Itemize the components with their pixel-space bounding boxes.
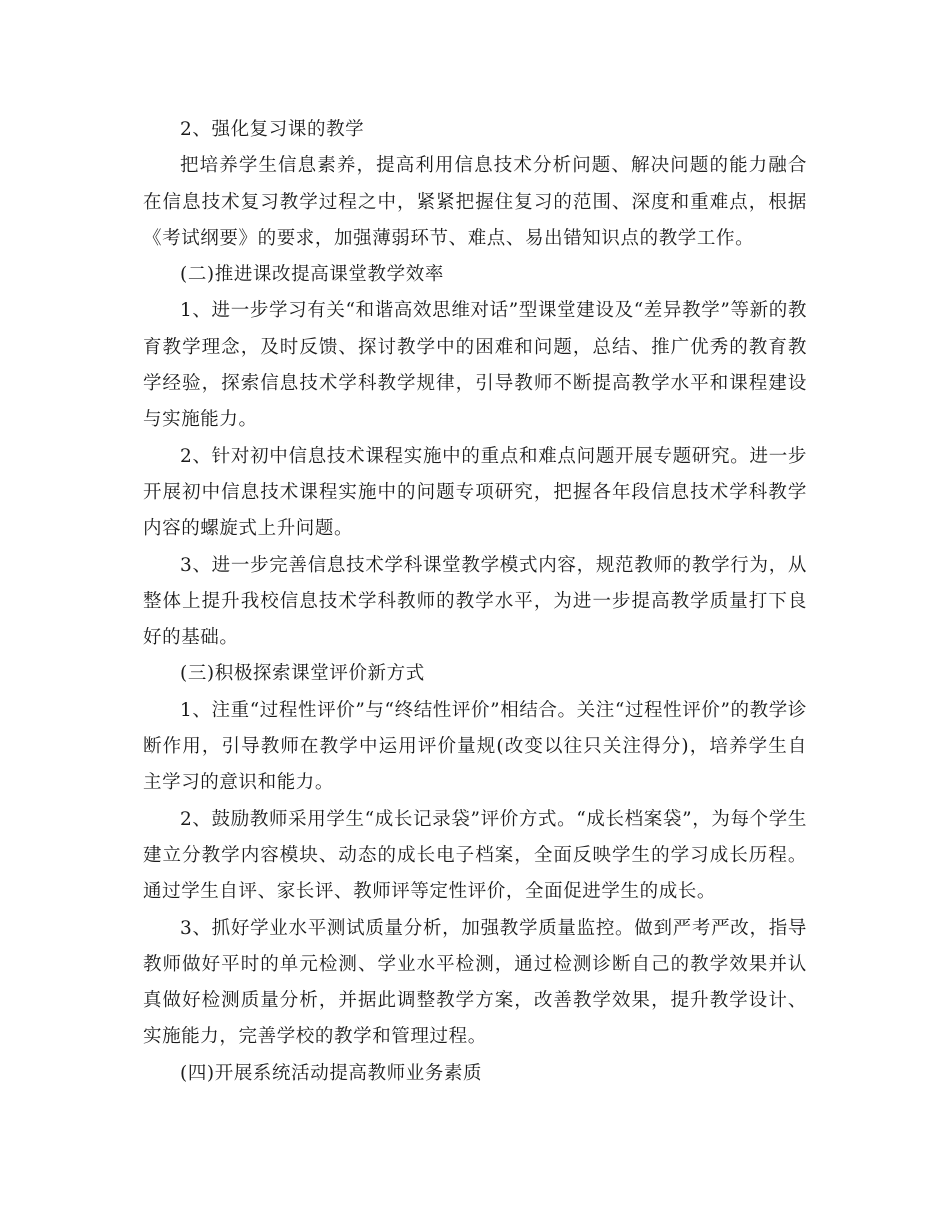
paragraph-evaluation-item-3: 3、抓好学业水平测试质量分析，加强教学质量监控。做到严考严改，指导教师做好平时的单元检测、学业水平检测，通过检测诊断自己的教学效果并认真做好检测质量分析，并据此调整教学方案，改善教学效果，提升教学设计、实施能力，完善学校的教学和管理过程。 [143, 917, 807, 1048]
paragraph-evaluation-item-1: 1、注重“过程性评价”与“终结性评价”相结合。关注“过程性评价”的教学诊断作用，引导教师在教学中运用评价量规(改变以往只关注得分)，培养学生自主学习的意识和能力。 [143, 699, 807, 794]
paragraph-reform-item-3: 3、进一步完善信息技术学科课堂教学模式内容，规范教师的教学行为，从整体上提升我校信息技术学科教师的教学水平，为进一步提高教学质量打下良好的基础。 [143, 554, 807, 649]
section-heading-review-class: 2、强化复习课的教学 [180, 119, 365, 140]
section-heading-evaluation: (三)积极探索课堂评价新方式 [180, 663, 425, 685]
section-heading-teacher-quality: (四)开展系统活动提高教师业务素质 [180, 1062, 483, 1084]
section-heading-curriculum-reform: (二)推进课改提高课堂教学效率 [180, 264, 444, 286]
paragraph-review-teaching: 把培养学生信息素养，提高利用信息技术分析问题、解决问题的能力融合在信息技术复习教学过程之中，紧紧把握住复习的范围、深度和重难点，根据《考试纲要》的要求，加强薄弱环节、难点、易出错知识点的教学工作。 [143, 155, 807, 249]
document-body [143, 112, 807, 1092]
paragraph-reform-item-2: 2、针对初中信息技术课程实施中的重点和难点问题开展专题研究。进一步开展初中信息技术课程实施中的问题专项研究，把握各年段信息技术学科教学内容的螺旋式上升问题。 [143, 445, 807, 540]
paragraph-evaluation-item-2: 2、鼓励教师采用学生“成长记录袋”评价方式。“成长档案袋”，为每个学生建立分教学内容模块、动态的成长电子档案，全面反映学生的学习成长历程。通过学生自评、家长评、教师评等定性评价，全面促进学生的成长。 [143, 808, 807, 903]
paragraph-reform-item-1: 1、进一步学习有关“和谐高效思维对话”型课堂建设及“差异教学”等新的教育教学理念，及时反馈、探讨教学中的困难和问题，总结、推广优秀的教育教学经验，探索信息技术学科教学规律，引导教师不断提高教学水平和课程建设与实施能力。 [143, 300, 807, 431]
